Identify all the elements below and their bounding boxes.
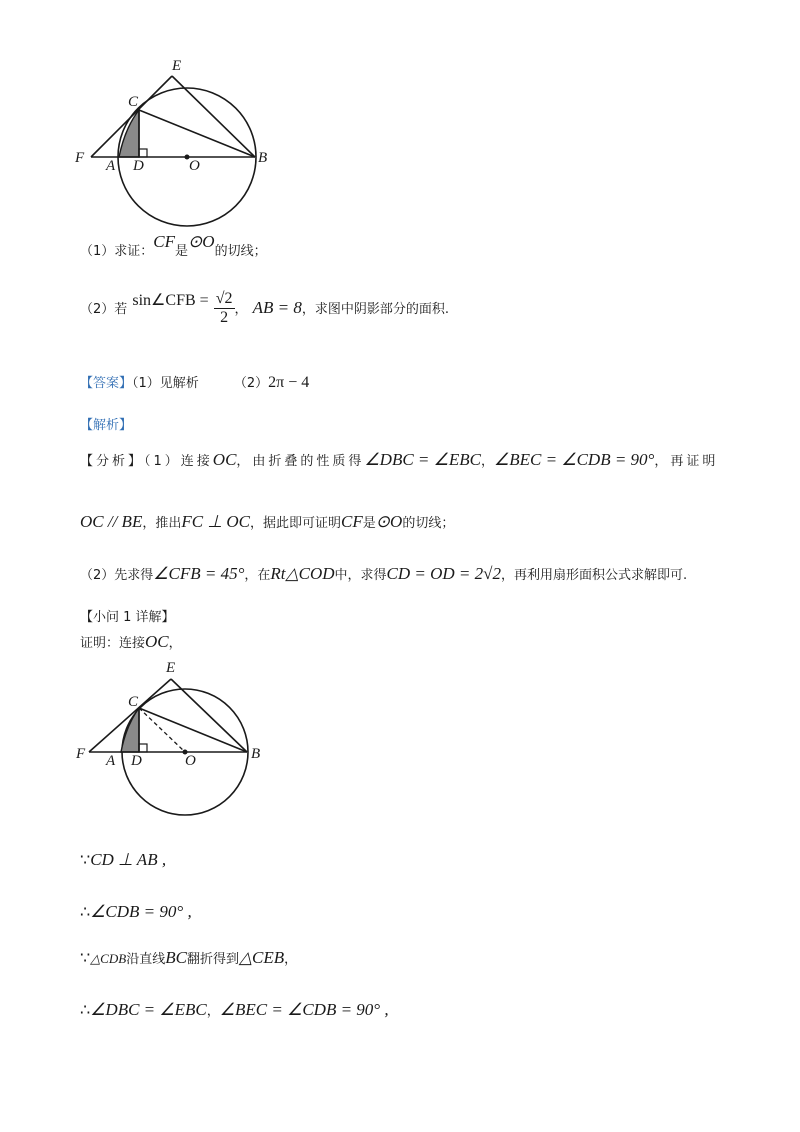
l2-perp: FC ⊥ OC [181, 512, 251, 531]
q1-mid: 是 [175, 244, 189, 259]
l2-a: ，推出 [142, 516, 182, 531]
step-3 [80, 948, 297, 968]
q1-prefix: （1）求证： [80, 244, 154, 259]
q2-sin: sin∠CFB = [132, 292, 209, 309]
label2-o: O [185, 753, 196, 769]
label2-f: F [76, 746, 86, 762]
label2-e: E [166, 660, 176, 676]
l2-cf: CF [341, 512, 363, 531]
step-4 [80, 1000, 389, 1020]
step4-therefore: ∴ [80, 1002, 91, 1019]
proof-b: ， [168, 636, 182, 651]
q1-cf: CF [153, 232, 176, 251]
label2-d: D [131, 753, 142, 769]
label-o: O [189, 158, 200, 174]
l2-c: 是 [362, 516, 376, 531]
l1-eq1: ∠DBC = ∠EBC [364, 450, 481, 469]
answer-part1: （1）见解析 [132, 376, 199, 391]
step1-text: CD ⊥ AB , [90, 850, 167, 869]
line-cb-2 [139, 708, 247, 752]
l1-eq2: ∠BEC = ∠CDB = 90° [494, 450, 655, 469]
l1-c: ， [481, 454, 495, 469]
proof-oc: OC [145, 632, 169, 651]
label-f: F [75, 150, 85, 166]
label2-a: A [106, 753, 116, 769]
label-b: B [258, 150, 268, 166]
step3-bc: BC [165, 948, 187, 967]
step3-b: 翻折得到 [186, 952, 239, 967]
line-co-dashed [139, 708, 185, 752]
l2-b: ，据此即可证明 [250, 516, 342, 531]
l3-c: 中，求得 [334, 568, 387, 583]
l3-eq2: CD = OD = 2√2 [386, 564, 501, 583]
l3-eq1: ∠CFB = 45° [153, 564, 245, 583]
q2-prefix: （2）若 [80, 302, 128, 317]
label2-b: B [251, 746, 261, 762]
q2-suffix: ，求图中阴影部分的面积. [301, 302, 450, 317]
answer-part2-value: 2π − 4 [268, 374, 310, 391]
l1-a: （1）连接 [144, 454, 213, 469]
l2-d: 的切线； [402, 516, 455, 531]
l3-b: ，在 [244, 568, 271, 583]
step4-eq2: ∠BEC = ∠CDB = 90° , [219, 1000, 389, 1019]
q2-ab: AB = 8 [252, 298, 302, 317]
step3-a: 沿直线 [126, 952, 166, 967]
q2-comma: ， [234, 302, 248, 317]
label2-c: C [128, 694, 139, 710]
answer-part2-label: （2） [233, 376, 269, 391]
proof-a: 证明：连接 [80, 636, 146, 651]
l2-eq: OC // BE [80, 512, 143, 531]
q2-den: 2 [220, 309, 229, 326]
step1-because: ∵ [80, 852, 91, 869]
detail-tag: 【小问 1 详解】 [80, 610, 175, 625]
l3-rt: Rt△COD [270, 564, 335, 583]
label-d: D [133, 158, 144, 174]
step2-therefore: ∴ [80, 904, 91, 921]
q2-num: √2 [215, 290, 233, 307]
l1-oc: OC [212, 450, 237, 469]
right-angle-mark-2 [139, 744, 147, 752]
step4-a: ， [206, 1004, 220, 1019]
step3-because: ∵ [80, 950, 91, 967]
label-a: A [106, 158, 116, 174]
label-e: E [172, 58, 182, 74]
step4-eq1: ∠DBC = ∠EBC [90, 1000, 207, 1019]
label-c: C [128, 94, 139, 110]
q1-circle: ⊙O [188, 232, 215, 251]
l2-circle: ⊙O [375, 512, 403, 531]
l3-d: ，再利用扇形面积公式求解即可. [500, 568, 688, 583]
step-1 [80, 850, 166, 870]
l1-d: ，再证明 [654, 454, 719, 469]
q1-suffix: 的切线； [214, 244, 267, 259]
analysis-tag: 【解析】 [80, 418, 133, 433]
fenxi-tag: 【分析】 [80, 454, 145, 469]
l3-a: （2）先求得 [80, 568, 154, 583]
step3-tri: △CDB [90, 951, 127, 966]
l1-b: ，由折叠的性质得 [236, 454, 365, 469]
step3-ceb: △CEB [238, 948, 285, 967]
step2-text: ∠CDB = 90° , [90, 902, 192, 921]
step3-c: ， [284, 952, 298, 967]
step-2 [80, 902, 192, 922]
answer-tag: 【答案】 [80, 376, 133, 391]
